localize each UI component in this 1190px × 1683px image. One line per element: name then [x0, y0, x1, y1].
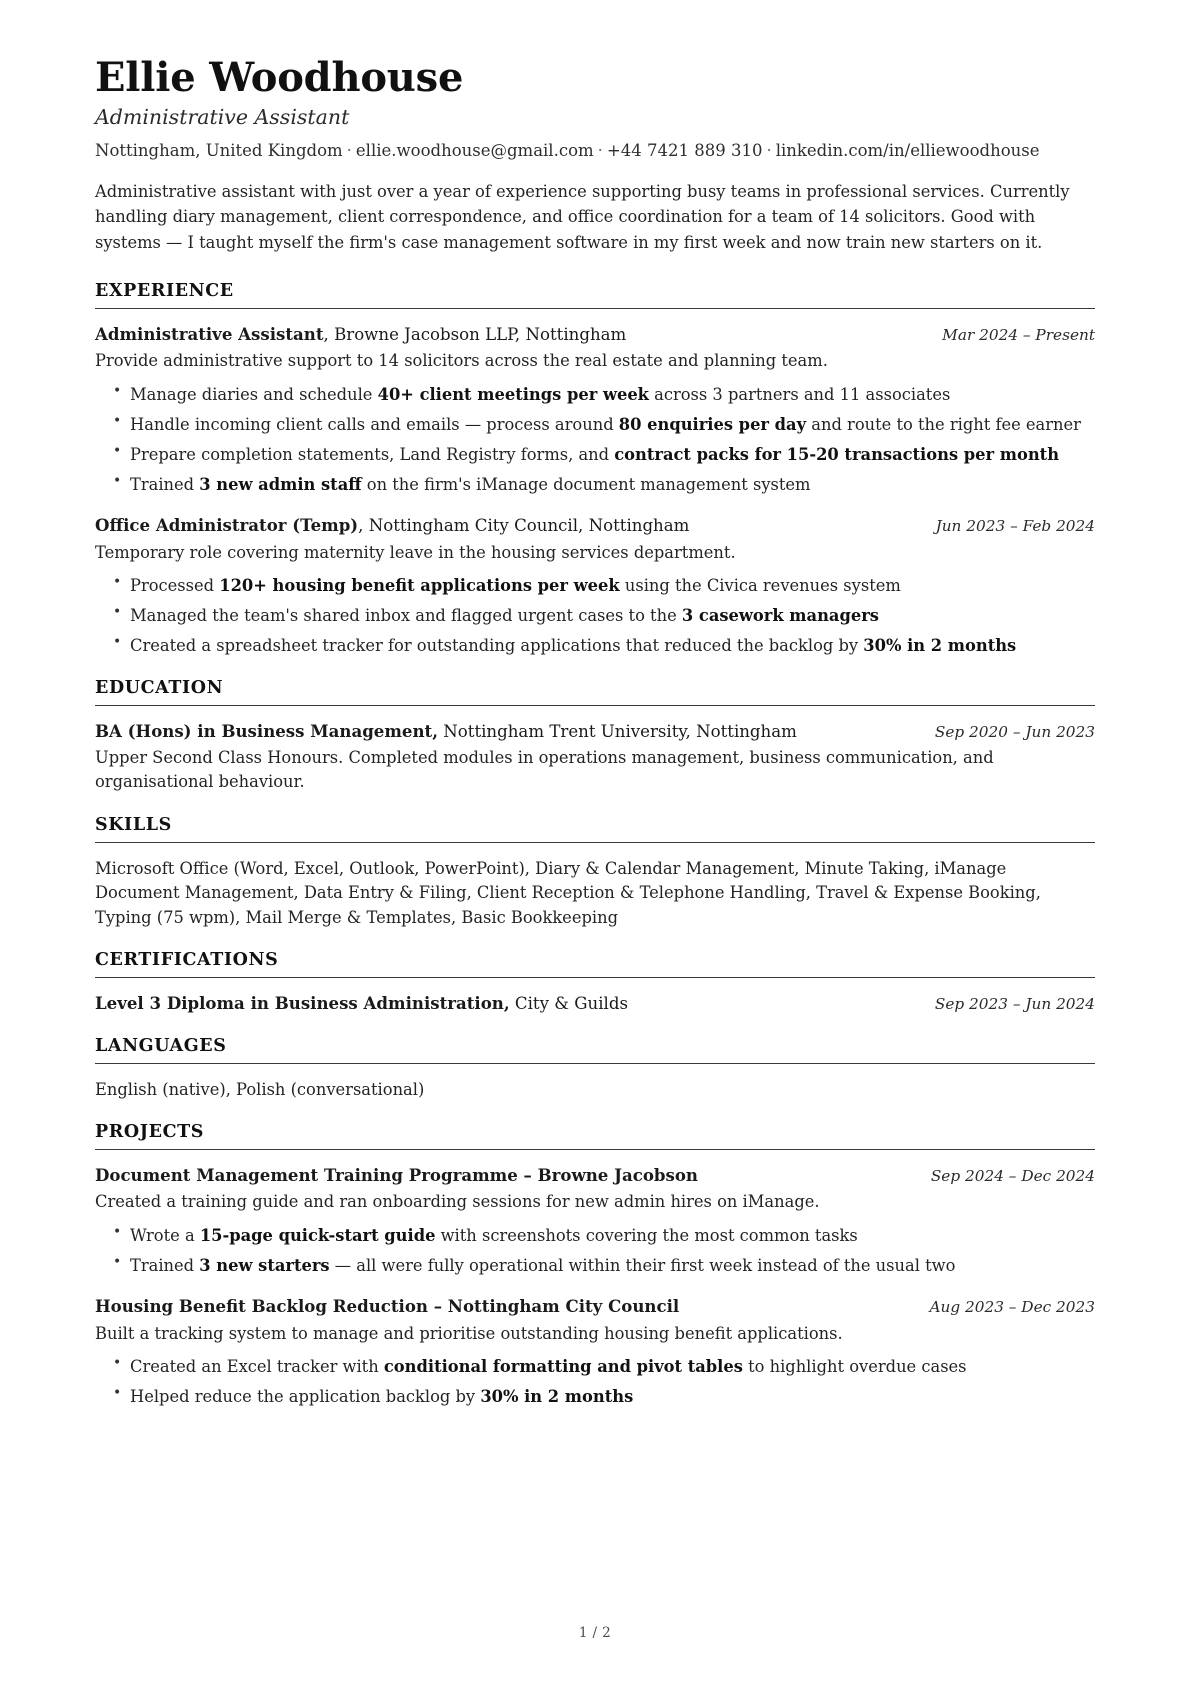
- bullet-pre: Helped reduce the application backlog by: [130, 1387, 481, 1407]
- bullet-highlight: 15-page quick-start guide: [199, 1225, 436, 1245]
- contact-location: Nottingham, United Kingdom: [95, 140, 343, 160]
- entry-description: Built a tracking system to manage and prioritise outstanding housing benefit applications.: [95, 1323, 843, 1343]
- entry-header: [95, 514, 1095, 537]
- bullet-post: with screenshots covering the most common tasks: [435, 1225, 858, 1245]
- bullet-highlight: 3 casework managers: [681, 606, 879, 626]
- bullet-post: across 3 partners and 11 associates: [648, 384, 951, 404]
- entry-date: Aug 2023 – Dec 2023: [929, 1298, 1095, 1317]
- bullet-item: [113, 1355, 1095, 1378]
- entry-description: Upper Second Class Honours. Completed modules in operations management, business communication, and organisational behaviour.: [95, 748, 994, 792]
- entry-header: [95, 992, 1095, 1015]
- entry-date: Sep 2024 – Dec 2024: [930, 1167, 1095, 1186]
- section-languages: [95, 1036, 1095, 1102]
- section-heading-languages: LANGUAGES: [95, 1035, 227, 1056]
- bullet-pre: Manage diaries and schedule: [130, 384, 378, 404]
- contact-separator: ·: [766, 140, 772, 160]
- entry-role: Office Administrator (Temp): [95, 515, 359, 536]
- bullet-pre: Wrote a: [130, 1225, 200, 1245]
- bullet-item: [113, 413, 1095, 436]
- bullet-item: [113, 1254, 1095, 1277]
- bullet-post: on the firm's iManage document management system: [361, 475, 811, 495]
- bullet-pre: Created a spreadsheet tracker for outstanding applications that reduced the backlog by: [130, 636, 864, 656]
- entry-date: Sep 2020 – Jun 2023: [934, 722, 1095, 741]
- bullet-pre: Created an Excel tracker with: [130, 1356, 384, 1376]
- section-projects: [95, 1122, 1095, 1408]
- entry-title: [95, 323, 924, 346]
- bullet-post: using the Civica revenues system: [619, 576, 901, 596]
- section-skills: [95, 815, 1095, 930]
- section-heading-certifications: CERTIFICATIONS: [95, 950, 279, 971]
- certification-name: Level 3 Diploma in Business Administration,: [95, 993, 510, 1014]
- bullet-highlight: conditional formatting and pivot tables: [383, 1356, 743, 1376]
- entry-date: Mar 2024 – Present: [942, 325, 1095, 344]
- entry-header: [95, 1164, 1095, 1187]
- section-divider: [95, 1149, 1095, 1150]
- bullet-item: [113, 383, 1095, 406]
- entry-role: Administrative Assistant: [95, 323, 324, 344]
- entry-date: Sep 2023 – Jun 2024: [934, 995, 1095, 1014]
- bullet-highlight: 3 new starters: [199, 1255, 330, 1275]
- section-heading-experience: EXPERIENCE: [95, 280, 234, 301]
- bullet-pre: Handle incoming client calls and emails — process around: [130, 414, 619, 434]
- contact-line: [95, 140, 1095, 161]
- section-experience: [95, 281, 1095, 658]
- bullet-highlight: 80 enquiries per day: [618, 414, 807, 434]
- bullet-post: — all were fully operational within their first week instead of the usual two: [329, 1255, 956, 1275]
- bullet-highlight: contract packs for 15-20 transactions per month: [614, 445, 1060, 465]
- bullet-pre: Trained: [130, 475, 200, 495]
- entry-header: [95, 720, 1095, 743]
- section-divider: [95, 308, 1095, 309]
- bullet-item: [113, 473, 1095, 496]
- entry-degree: BA (Hons) in Business Management,: [95, 720, 438, 741]
- bullet-item: [113, 443, 1095, 466]
- bullet-item: [113, 1385, 1095, 1408]
- bullet-highlight: 120+ housing benefit applications per week: [219, 576, 620, 596]
- bullet-pre: Managed the team's shared inbox and flagged urgent cases to the: [130, 606, 682, 626]
- contact-separator: ·: [346, 140, 352, 160]
- section-divider: [95, 705, 1095, 706]
- experience-entry: [95, 514, 1095, 657]
- certification-issuer: City & Guilds: [509, 994, 628, 1014]
- entry-title: [95, 1295, 911, 1318]
- page-indicator: 1 / 2: [578, 1625, 612, 1641]
- resume-content: [95, 56, 1095, 1408]
- bullet-post: and route to the right fee earner: [806, 414, 1081, 434]
- project-name: Housing Benefit Backlog Reduction – Nottingham City Council: [95, 1296, 680, 1317]
- section-education: [95, 678, 1095, 795]
- entry-bullet-list: [95, 1355, 1095, 1408]
- entry-bullet-list: [95, 1224, 1095, 1277]
- contact-phone[interactable]: +44 7421 889 310: [606, 140, 763, 160]
- bullet-pre: Processed: [130, 576, 220, 596]
- section-heading-education: EDUCATION: [95, 677, 224, 698]
- bullet-pre: Prepare completion statements, Land Registry forms, and: [130, 445, 615, 465]
- bullet-highlight: 30% in 2 months: [863, 636, 1017, 656]
- education-entry: [95, 720, 1095, 795]
- bullet-highlight: 3 new admin staff: [199, 475, 362, 495]
- project-entry: [95, 1295, 1095, 1408]
- bullet-post: to highlight overdue cases: [742, 1356, 967, 1376]
- entry-org: , Browne Jacobson LLP, Nottingham: [323, 324, 627, 344]
- candidate-job-title: Administrative Assistant: [95, 105, 350, 130]
- entry-title: [95, 1164, 913, 1187]
- bullet-pre: Trained: [130, 1255, 200, 1275]
- entry-header: [95, 1295, 1095, 1318]
- bullet-item: [113, 1224, 1095, 1247]
- entry-title: [95, 514, 918, 537]
- project-entry: [95, 1164, 1095, 1277]
- entry-title: [95, 992, 917, 1015]
- section-divider: [95, 1063, 1095, 1064]
- section-heading-skills: SKILLS: [95, 814, 172, 835]
- bullet-item: [113, 574, 1095, 597]
- entry-bullet-list: [95, 574, 1095, 657]
- entry-description: Provide administrative support to 14 solicitors across the real estate and planning team.: [95, 351, 828, 371]
- section-certifications: [95, 950, 1095, 1015]
- bullet-highlight: 30% in 2 months: [480, 1387, 634, 1407]
- candidate-name: Ellie Woodhouse: [95, 54, 464, 101]
- entry-org: , Nottingham City Council, Nottingham: [358, 516, 690, 536]
- section-heading-projects: PROJECTS: [95, 1122, 204, 1143]
- entry-title: [95, 720, 917, 743]
- certification-entry: [95, 992, 1095, 1015]
- entry-school: Nottingham Trent University, Nottingham: [438, 721, 797, 741]
- bullet-item: [113, 634, 1095, 657]
- contact-email[interactable]: ellie.woodhouse@gmail.com: [355, 140, 594, 160]
- entry-bullet-list: [95, 383, 1095, 497]
- project-name: Document Management Training Programme – Browne Jacobson: [95, 1165, 698, 1186]
- experience-entry: [95, 323, 1095, 496]
- bullet-item: [113, 604, 1095, 627]
- entry-description: Temporary role covering maternity leave in the housing services department.: [95, 542, 736, 562]
- section-divider: [95, 977, 1095, 978]
- skills-text: Microsoft Office (Word, Excel, Outlook, PowerPoint), Diary & Calendar Management, Minute Taking, iManage Document Management, Data Entry & Filing, Client Reception & Telephone Handling, Travel & Expense Booking, Typing (75 wpm), Mail Merge & Templates, Basic Bookkeeping: [95, 858, 1041, 927]
- languages-text: English (native), Polish (conversational): [95, 1079, 425, 1099]
- contact-separator: ·: [597, 140, 603, 160]
- resume-header: [95, 56, 1095, 255]
- entry-header: [95, 323, 1095, 346]
- entry-description: Created a training guide and ran onboarding sessions for new admin hires on iManage.: [95, 1192, 820, 1212]
- contact-linkedin[interactable]: linkedin.com/in/elliewoodhouse: [775, 140, 1040, 160]
- section-divider: [95, 842, 1095, 843]
- professional-summary: Administrative assistant with just over a year of experience supporting busy teams in professional services. Currently handling diary management, client correspondence, and office coordination for a team of 14 solicitors. Good with systems — I taught myself the firm's case management software in my first week and now train new starters on it.: [95, 182, 1070, 252]
- bullet-highlight: 40+ client meetings per week: [377, 384, 649, 404]
- entry-date: Jun 2023 – Feb 2024: [935, 517, 1095, 536]
